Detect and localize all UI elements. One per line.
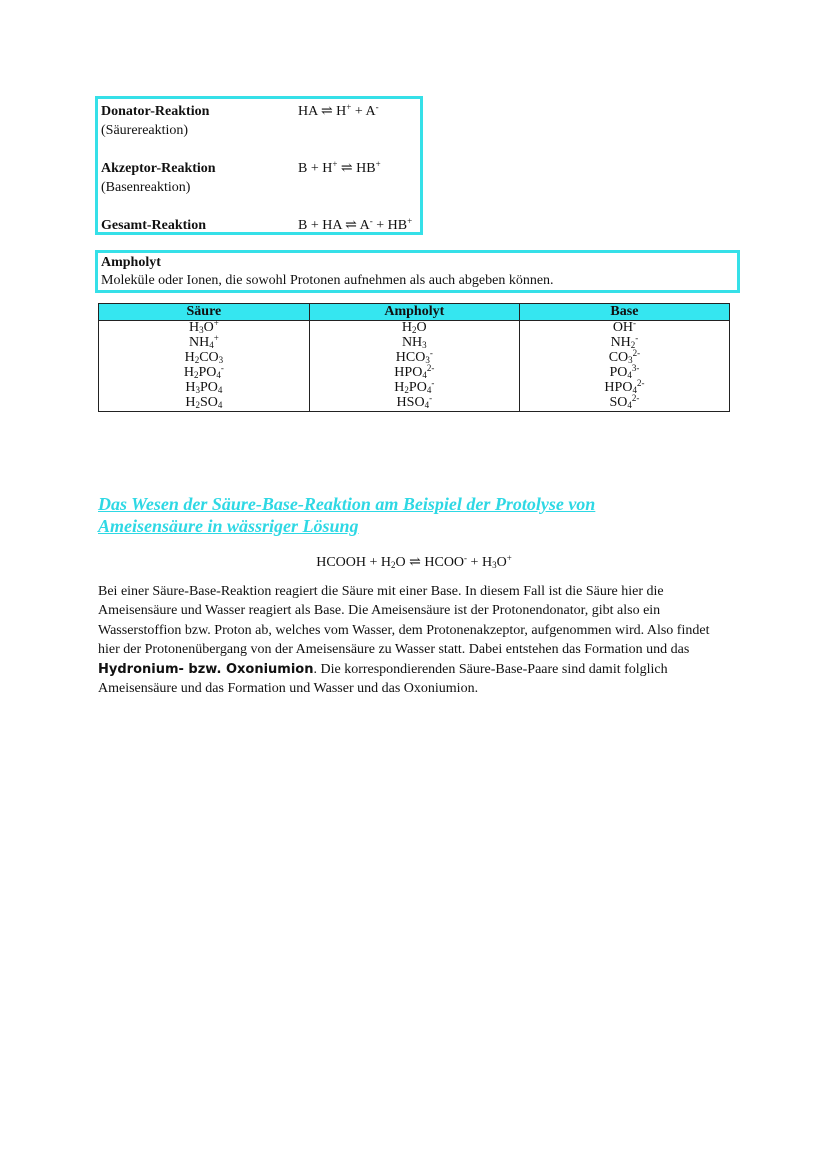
table-row: [99, 366, 730, 381]
table-cell: $H_2PO_4^-$: [309, 381, 519, 396]
table-cell: $HCO_3^-$: [309, 351, 519, 366]
section-heading: Das Wesen der Säure-Base-Reaktion am Beispiel der Protolyse von Ameisensäure in wässriger Lösung: [98, 494, 596, 536]
formic-acid-equation: HCOOH + $H_2O$ ⇌ HCOO- + $H_3O^+$: [316, 553, 512, 570]
table-cell: $H_2O$: [309, 320, 519, 336]
reaction-name: Gesamt-Reaktion: [101, 218, 206, 233]
reaction-subtitle: (Basenreaktion): [101, 180, 191, 195]
reaction-equation: HA ⇌ H+ + A-: [298, 102, 379, 119]
ampholyt-definition: Moleküle oder Ionen, die sowohl Protonen aufnehmen als auch abgeben können.: [101, 273, 554, 288]
column-header-ampholyt: Ampholyt: [309, 304, 519, 321]
table-cell: $CO_3^{2-}$: [519, 351, 729, 366]
column-header-base: Base: [519, 304, 729, 321]
table-cell: $NH_3$: [309, 336, 519, 351]
gesamt-reaction: [101, 216, 413, 235]
table-cell: OH-: [519, 320, 729, 336]
reaction-equation: B + H+ ⇌ HB+: [298, 159, 381, 176]
explanation-paragraph: Bei einer Säure-Base-Reaktion reagiert die Säure mit einer Base. In diesem Fall ist die Säure hier die Ameisensäure und Wasser reagiert als Base. Die Ameisensäure ist der Protonendonator, gibt also ein Wasserstoffion bzw. Proton ab, welches vom Wasser, dem Protonenakzeptor, aufgenommen wird. Also findet hier der Protonenübergang von der Ameisensäure zu Wasser statt. Dabei entstehen das Formation und das Hydronium- bzw. Oxoniumion. Die korrespondierenden Säure-Base-Paare sind damit folglich Ameisensäure und das Formation und Wasser und das Oxoniumion.: [98, 584, 710, 697]
table-cell: $H_2PO_4^-$: [99, 366, 310, 381]
akzeptor-reaction: [101, 159, 381, 197]
ampholyt-box: [95, 250, 740, 293]
reaction-name: Donator-Reaktion: [101, 104, 210, 119]
donator-reaction: [101, 102, 379, 140]
reaction-equation: B + HA ⇌ A- + HB+: [298, 216, 413, 233]
table-body: [99, 317, 730, 411]
table-cell: $HPO_4^{2-}$: [309, 366, 519, 381]
reaction-box: [95, 96, 423, 235]
table-cell: $NH_2^-$: [519, 336, 729, 351]
column-header-saeure: Säure: [99, 304, 310, 321]
ampholyt-title: Ampholyt: [101, 255, 161, 270]
table-cell: $SO_4^{2-}$: [519, 396, 729, 412]
table-row: [99, 396, 730, 412]
table-cell: $HPO_4^{2-}$: [519, 381, 729, 396]
table-cell: $H_3PO_4$: [99, 381, 310, 396]
table-cell: $H_2SO_4$: [99, 396, 310, 412]
table-cell: $H_2CO_3$: [99, 351, 310, 366]
table-cell: $H_3O^+$: [99, 320, 310, 336]
table-cell: $PO_4^{3-}$: [519, 366, 729, 381]
table-cell: $HSO_4^-$: [309, 396, 519, 412]
table-cell: $NH_4^+$: [99, 336, 310, 351]
acid-base-table: [98, 303, 730, 412]
reaction-subtitle: (Säurereaktion): [101, 123, 189, 138]
reaction-name: Akzeptor-Reaktion: [101, 161, 216, 176]
